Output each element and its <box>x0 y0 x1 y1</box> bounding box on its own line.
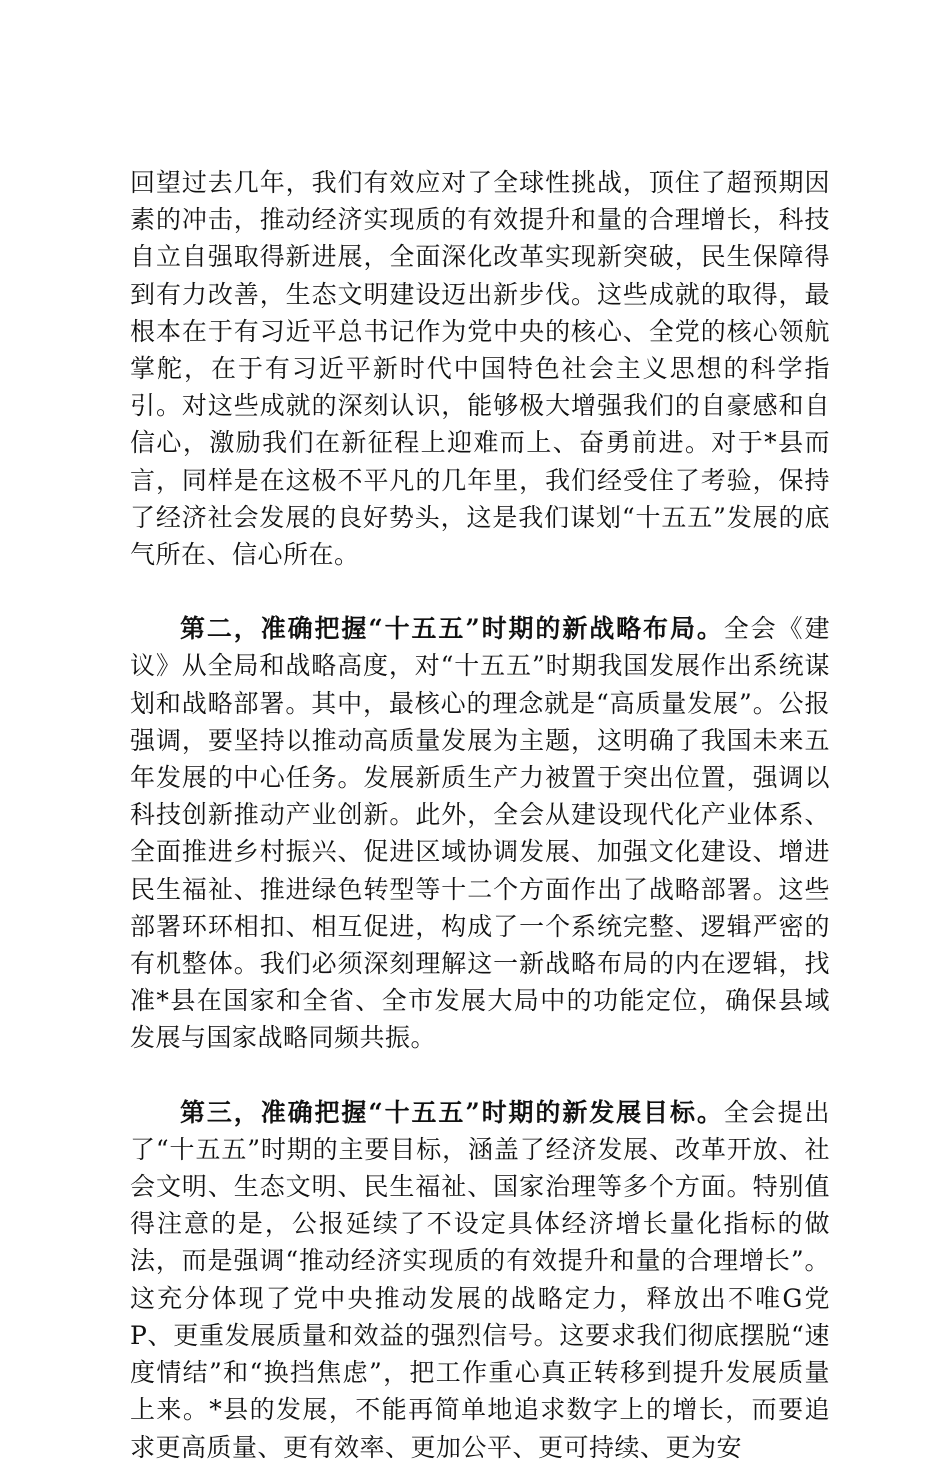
document-body <box>130 164 830 1466</box>
paragraph-text: 全会提出了“十五五”时期的主要目标，涵盖了经济发展、改革开放、社会文明、生态文明、民生福祉、国家治理等多个方面。特别值得注意的是，公报延续了不设定具体经济增长量化指标的做法，而是强调“推动经济实现质的有效提升和量的合理增长”。这充分体现了党中央推动发展的战略定力，释放出不唯G党P、更重发展质量和效益的强烈信号。这要求我们彻底摆脱“速度情结”和“换挡焦虑”，把工作重心真正转移到提升发展质量上来。*县的发展，不能再简单地追求数字上的增长，而要追求更高质量、更有效率、更加公平、更可持续、更为安 <box>130 1097 830 1462</box>
paragraph-text: 全会《建议》从全局和战略高度，对“十五五”时期我国发展作出系统谋划和战略部署。其中，最核心的理念就是“高质量发展”。公报强调，要坚持以推动高质量发展为主题，这明确了我国未来五年发展的中心任务。发展新质生产力被置于突出位置，强调以科技创新推动产业创新。此外，全会从建设现代化产业体系、全面推进乡村振兴、促进区域协调发展、加强文化建设、增进民生福祉、推进绿色转型等十二个方面作出了战略部署。这些部署环环相扣、相互促进，构成了一个系统完整、逻辑严密的有机整体。我们必须深刻理解这一新战略布局的内在逻辑，找准*县在国家和全省、全市发展大局中的功能定位，确保县域发展与国家战略同频共振。 <box>130 614 830 1053</box>
paragraph-strategic-layout <box>130 610 830 1056</box>
paragraph-heading: 第二，准确把握“十五五”时期的新战略布局。 <box>180 614 724 644</box>
paragraph-review <box>130 164 830 573</box>
paragraph-heading: 第三，准确把握“十五五”时期的新发展目标。 <box>180 1097 724 1127</box>
paragraph-development-goals <box>130 1094 830 1466</box>
paragraph-text: 回望过去几年，我们有效应对了全球性挑战，顶住了超预期因素的冲击，推动经济实现质的有效提升和量的合理增长，科技自立自强取得新进展，全面深化改革实现新突破，民生保障得到有力改善，生态文明建设迈出新步伐。这些成就的取得，最根本在于有习近平总书记作为党中央的核心、全党的核心领航掌舵，在于有习近平新时代中国特色社会主义思想的科学指引。对这些成就的深刻认识，能够极大增强我们的自豪感和自信心，激励我们在新征程上迎难而上、奋勇前进。对于*县而言，同样是在这极不平凡的几年里，我们经受住了考验，保持了经济社会发展的良好势头，这是我们谋划“十五五”发展的底气所在、信心所在。 <box>130 168 830 570</box>
